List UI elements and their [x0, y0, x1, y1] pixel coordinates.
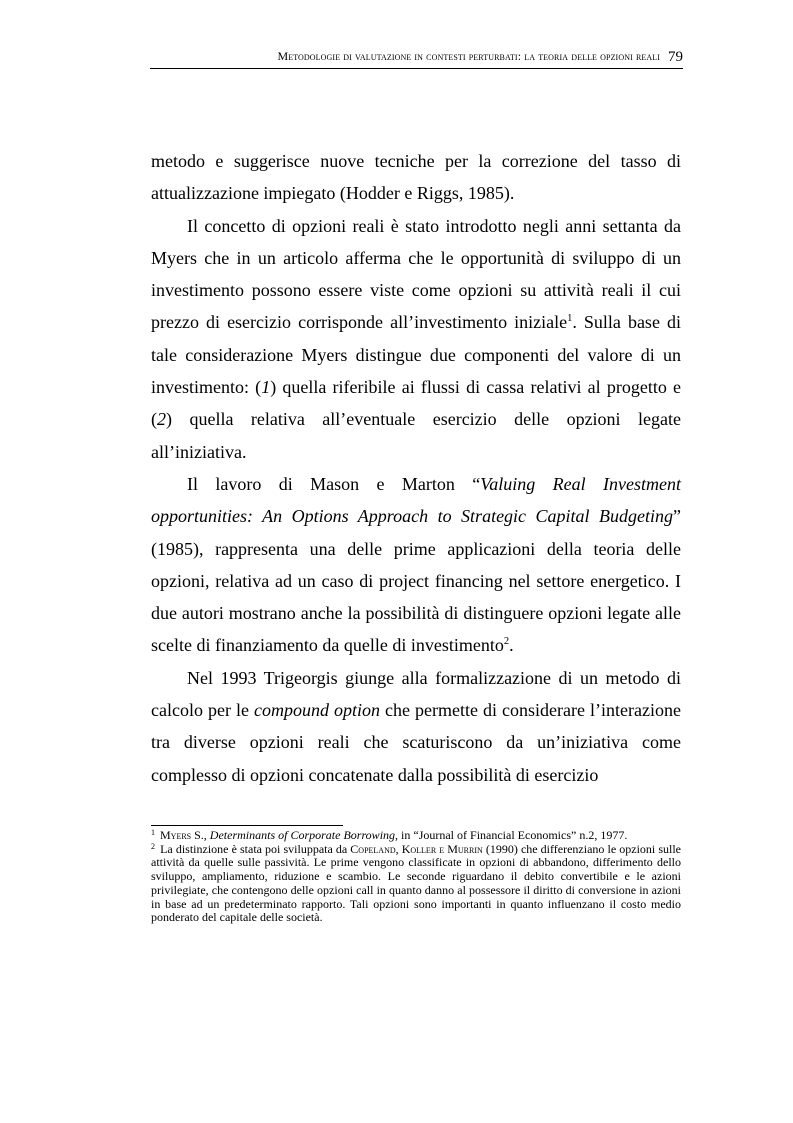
text-run: , in “Journal of Financial Economics” n.2, 1977. — [395, 828, 628, 842]
cited-title: Valuing Real Investment opportunities: An Options Approach to Strategic Capital Budgeting — [151, 473, 681, 527]
text-run: . — [509, 635, 514, 656]
paragraph — [151, 662, 681, 791]
text-run: che permette di considerare l’interazione tra diverse opzioni reali che scaturiscono da un’iniziativa come complesso di opzioni concatenate dalla possibilità di esercizio — [151, 700, 681, 785]
footnotes — [151, 829, 681, 925]
text-run: La distinzione è stata poi sviluppata da — [160, 841, 351, 856]
italic-term: compound option — [254, 700, 381, 721]
footnote-author: Myers S. — [160, 828, 204, 842]
text-run: Nel 1993 Trigeorgis giunge alla formalizzazione di un metodo di calcolo per le — [151, 667, 681, 721]
footnote-number: 2 — [151, 841, 155, 851]
paragraph: metodo e suggerisce nuove tecniche per la correzione del tasso di attualizzazione impiegato (Hodder e Riggs, 1985). — [151, 151, 681, 204]
running-header — [150, 48, 683, 68]
text-run: , — [203, 828, 210, 842]
footnote-rule — [151, 825, 343, 826]
text-run: . Sulla base di tale considerazione Myers distingue due componenti del valore di un investimento: ( — [151, 312, 681, 398]
footnote-author: Copeland, Koller e Murrin — [350, 841, 483, 856]
paragraph — [151, 468, 681, 662]
enumerator: 1 — [261, 377, 271, 398]
footnote-ref: 2 — [503, 636, 510, 648]
running-title: Metodologie di valutazione in contesti perturbati: la teoria delle opzioni reali — [277, 49, 660, 63]
footnote-number: 1 — [151, 828, 155, 837]
footnote — [151, 829, 681, 843]
footnote-title: Determinants of Corporate Borrowing — [209, 828, 396, 842]
enumerator: 2 — [157, 409, 166, 430]
header-rule — [150, 68, 683, 69]
text-run: Il concetto di opzioni reali è stato introdotto negli anni settanta da Myers che in un articolo afferma che le opportunità di sviluppo di un investimento possono essere viste come opzioni su attività reali il cui prezzo di esercizio corrisponde all’investimento iniziale — [151, 215, 681, 333]
text-run: ” (1985), rappresenta una delle prime applicazioni della teoria delle opzioni, relativa ad un caso di project financing nel settore energetico. I due autori mostrano anche la possibilità di distinguere opzioni legate alle scelte di finanziamento da quelle di investimento — [151, 506, 681, 656]
body-text — [151, 145, 681, 791]
text-run: ) quella riferibile ai flussi di cassa relativi al progetto e ( — [151, 377, 682, 430]
footnote-ref: 1 — [567, 313, 573, 325]
footnote — [151, 843, 681, 925]
text-run: ) quella relativa all’eventuale esercizio delle opzioni legate all’iniziativa. — [151, 409, 681, 462]
text-run: (1990) che differenziano le opzioni sulle attività da quelle sulle passività. Le prime vengono classificate in opzioni di abbandono, differimento dello sviluppo, ampliamento, riduzione e scambio. Le seconde riguardano il debito convertibile e le azioni privilegiate, che contengono delle opzioni call in quanto danno al possessore il diritto di conversione in azioni in base ad un predeterminato rapporto. Tali opzioni sono importanti in quanto influenzano il costo medio ponderato del capitale delle società. — [151, 841, 681, 925]
paragraph — [151, 210, 681, 468]
page-number: 79 — [668, 49, 683, 65]
text-run: Il lavoro di Mason e Marton “ — [187, 473, 481, 494]
